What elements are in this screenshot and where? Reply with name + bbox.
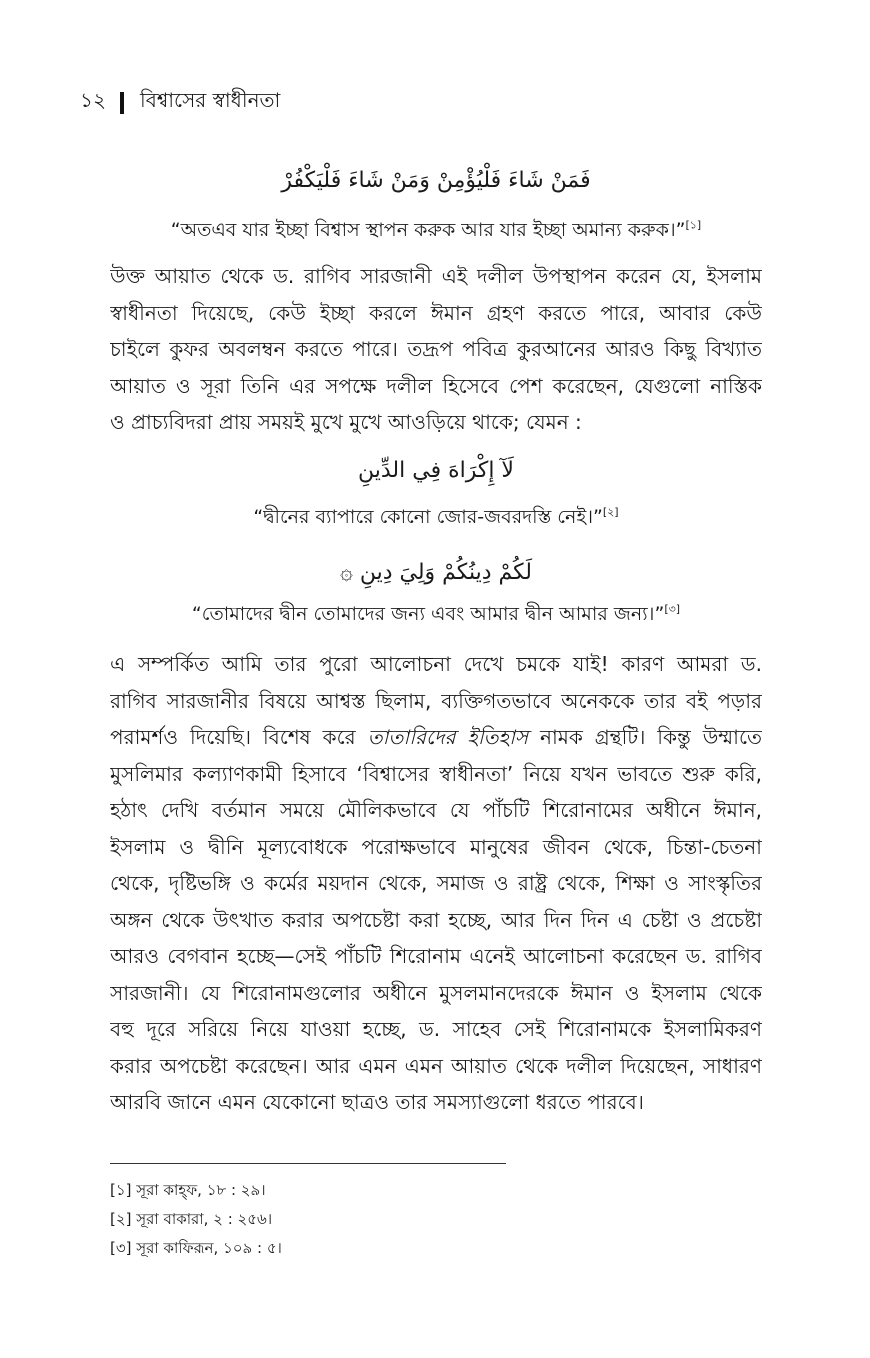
footnote-3: [৩] সূরা কাফিরূন, ১০৯ : ৫।	[110, 1239, 282, 1257]
text-line	[110, 719, 762, 756]
text-fragment: নামক গ্রন্থটি। কিন্তু উম্মাতে	[528, 725, 762, 749]
book-title-italic: তাতারিদের ইতিহাস	[367, 725, 529, 749]
text-line: আয়াত ও সূরা তিনি এর সপক্ষে দলীল হিসেবে পেশ করেছেন, যেগুলো নাস্তিক	[110, 373, 762, 398]
footnote-ref: [৩]	[664, 602, 681, 616]
text-line: স্বাধীনতা দিয়েছে, কেউ ইচ্ছা করলে ঈমান গ্রহণ করতে পারে, আবার কেউ	[110, 300, 762, 325]
footnote-1: [১] সূরা কাহ্‌ফ, ১৮ : ২৯।	[110, 1181, 266, 1199]
text-fragment: পরামর্শও দিয়েছি। বিশেষ করে	[110, 725, 368, 749]
arabic-verse-1: فَمَنْ شَاءَ فَلْيُؤْمِنْ وَمَنْ شَاءَ فَلْيَكْفُرْ	[281, 168, 591, 193]
paragraph-1	[110, 258, 762, 441]
text-line: করার অপচেষ্টা করেছেন। আর এমন এমন আয়াত থেকে দলীল দিয়েছেন, সাধারণ	[110, 1053, 762, 1078]
arabic-verse-3: لَكُمْ دِينُكُمْ وَلِيَ دِينِ ۞	[339, 560, 533, 585]
paragraph-2	[110, 646, 762, 1121]
footnote-divider	[110, 1163, 506, 1164]
running-head	[80, 86, 280, 119]
arabic-verse-2: لَآ إِكْرَاهَ فِي الدِّينِ	[358, 458, 514, 483]
text-line: সারজানী। যে শিরোনামগুলোর অধীনে মুসলমানদেরকে ঈমান ও ইসলাম থেকে	[110, 980, 762, 1005]
verse-translation-3	[110, 600, 762, 632]
footnotes	[110, 1176, 282, 1263]
text-line: এ সম্পর্কিত আমি তার পুরো আলোচনা দেখে চমকে যাই! কারণ আমরা ড.	[110, 652, 762, 676]
text-line: আরবি জানে এমন যেকোনো ছাত্রও তার সমস্যাগুলো ধরতে পারবে।	[110, 1090, 644, 1114]
text-line: অঙ্গন থেকে উৎখাত করার অপচেষ্টা করা হচ্ছে, আর দিন দিন এ চেষ্টা ও প্রচেষ্টা	[110, 907, 762, 932]
footnote-ref: [২]	[602, 505, 619, 519]
footnote-2: [২] সূরা বাকারা, ২ : ২৫৬।	[110, 1210, 273, 1228]
footnote-ref: [১]	[685, 218, 702, 232]
text-line: ইসলাম ও দ্বীনি মূল্যবোধকে পরোক্ষভাবে মানুষের জীবন থেকে, চিন্তা-চেতনা	[110, 834, 762, 859]
translation-text: “অতএব যার ইচ্ছা বিশ্বাস স্থাপন করুক আর যার ইচ্ছা অমান্য করুক।”	[170, 219, 686, 241]
text-line: রাগিব সারজানীর বিষয়ে আশ্বস্ত ছিলাম, ব্যক্তিগতভাবে অনেককে তার বই পড়ার	[110, 688, 762, 713]
verse-translation-1	[110, 216, 762, 248]
translation-text: “দ্বীনের ব্যাপারে কোনো জোর-জবরদস্তি নেই।”	[253, 506, 603, 528]
text-line: ও প্রাচ্যবিদরা প্রায় সময়ই মুখে মুখে আওড়িয়ে থাকে; যেমন :	[110, 410, 582, 434]
translation-text: “তোমাদের দ্বীন তোমাদের জন্য এবং আমার দ্বীন আমার জন্য।”	[191, 603, 665, 625]
page-number: ১২	[80, 88, 106, 112]
text-line: হঠাৎ দেখি বর্তমান সময়ে মৌলিকভাবে যে পাঁচটি শিরোনামের অধীনে ঈমান,	[110, 798, 762, 822]
text-line: মুসলিমার কল্যাণকামী হিসাবে ‘বিশ্বাসের স্বাধীনতা’ নিয়ে যখন ভাবতে শুরু করি,	[110, 761, 762, 786]
book-title: বিশ্বাসের স্বাধীনতা	[139, 88, 281, 112]
verse-translation-2	[110, 503, 762, 535]
text-line: উক্ত আয়াত থেকে ড. রাগিব সারজানী এই দলীল উপস্থাপন করেন যে, ইসলাম	[110, 264, 762, 288]
text-line: থেকে, দৃষ্টিভঙ্গি ও কর্মের ময়দান থেকে, সমাজ ও রাষ্ট্র থেকে, শিক্ষা ও সাংস্কৃতির	[110, 871, 762, 895]
text-line: চাইলে কুফর অবলম্বন করতে পারে। তদ্রূপ পবিত্র কুরআনের আরও কিছু বিখ্যাত	[110, 337, 762, 361]
text-line: বহু দূরে সরিয়ে নিয়ে যাওয়া হচ্ছে, ড. সাহেব সেই শিরোনামকে ইসলামিকরণ	[110, 1017, 762, 1041]
text-line: আরও বেগবান হচ্ছে—সেই পাঁচটি শিরোনাম এনেই আলোচনা করেছেন ড. রাগিব	[110, 944, 762, 968]
header-divider	[120, 92, 124, 114]
